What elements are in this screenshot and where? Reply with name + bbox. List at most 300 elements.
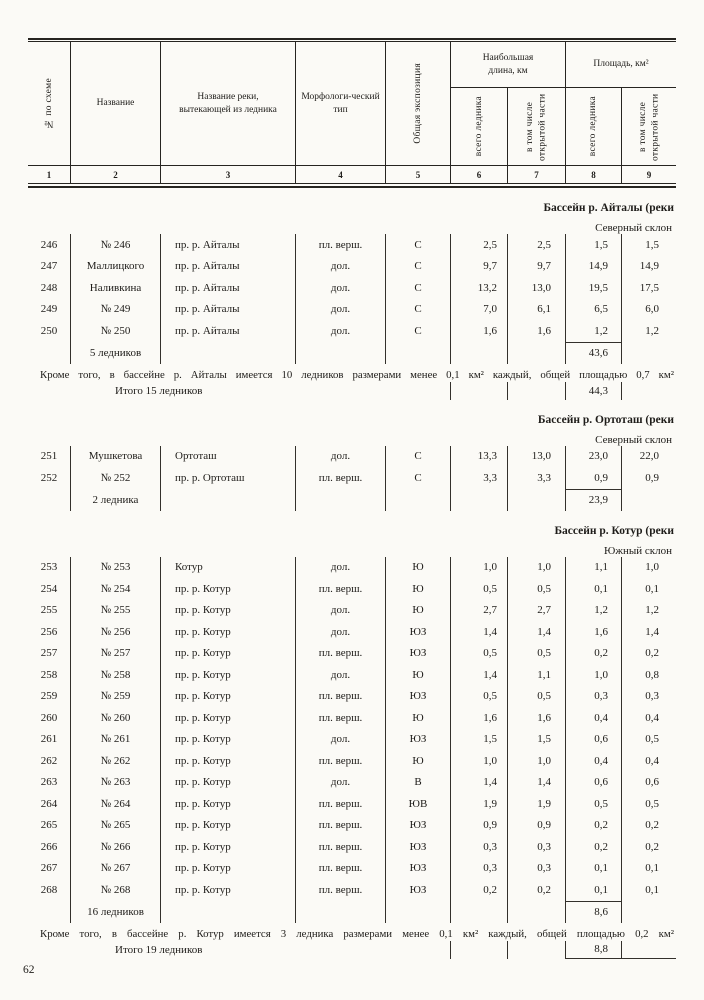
table-cell: дол. (295, 664, 385, 686)
table-cell: пр. р. Котур (160, 643, 295, 665)
table-cell: пр. р. Котур (160, 879, 295, 901)
column-numbers-row (28, 166, 676, 184)
table-row (28, 729, 676, 751)
table-cell: дол. (295, 256, 385, 278)
table-cell: 252 (40, 471, 58, 484)
table-row (28, 750, 676, 772)
table-cell: Наливкина (70, 277, 160, 299)
table-cell: 2,5 (450, 234, 507, 256)
grand-total-cell (450, 382, 507, 400)
column-number: 7 (507, 166, 565, 183)
table-row (28, 299, 676, 321)
grand-total-cell (621, 382, 676, 400)
table-cell: Ю (385, 664, 450, 686)
table-cell: 0,2 (565, 643, 621, 665)
table-cell: № 250 (70, 320, 160, 342)
table-row (28, 446, 676, 468)
column-header-length-total (450, 88, 507, 165)
table-cell: С (385, 256, 450, 278)
table-cell: 9,7 (507, 256, 565, 278)
table-cell: ЮЗ (385, 836, 450, 858)
table-row (28, 256, 676, 278)
column-number: 9 (621, 166, 676, 183)
table-cell: 1,0 (565, 664, 621, 686)
summary-cell: 23,9 (565, 489, 621, 511)
table-cell: дол. (295, 320, 385, 342)
table-cell: Маллицкого (70, 256, 160, 278)
table-cell: пр. р. Котур (160, 600, 295, 622)
table-cell: 1,4 (450, 621, 507, 643)
table-cell: Ю (385, 600, 450, 622)
table-cell: пр. р. Котур (160, 664, 295, 686)
section-note-text: Кроме того, в бассейне р. Айталы имеется 10 ледников размерами менее 0,1 км² каждый, общей площадью 0,7 км² (40, 368, 674, 381)
table-cell: 0,1 (565, 879, 621, 901)
table-row (28, 836, 676, 858)
table-cell: № 263 (70, 772, 160, 794)
table-cell: 0,4 (565, 750, 621, 772)
table-cell: 0,6 (565, 729, 621, 751)
table-cell: 1,1 (507, 664, 565, 686)
table-cell: 0,3 (450, 858, 507, 880)
table-cell: № 258 (70, 664, 160, 686)
column-number: 8 (565, 166, 621, 183)
table-cell: 0,4 (621, 707, 676, 729)
table-cell: 1,0 (450, 557, 507, 579)
table-cell: 2,5 (507, 234, 565, 256)
table-cell: 1,6 (450, 320, 507, 342)
table-cell: 1,6 (450, 707, 507, 729)
table-cell: 0,2 (621, 815, 676, 837)
table-cell: 9,7 (450, 256, 507, 278)
table-cell: ЮВ (385, 793, 450, 815)
table-cell: 258 (40, 668, 58, 681)
grand-total-cell: 44,3 (565, 382, 621, 400)
summary-cell: 43,6 (565, 342, 621, 364)
table-cell: ЮЗ (385, 858, 450, 880)
column-group-label: Наибольшая длина, км (482, 53, 534, 76)
column-header-label: в том числе открытой части (637, 92, 660, 161)
table-cell: 1,0 (507, 750, 565, 772)
column-header-label: Название реки, вытекающей из ледника (179, 92, 277, 115)
table-cell: 1,4 (507, 621, 565, 643)
table-cell: ЮЗ (385, 879, 450, 901)
table-cell: дол. (295, 600, 385, 622)
table-cell: 23,0 (565, 446, 621, 468)
table-row (28, 320, 676, 342)
table-cell: пр. р. Котур (160, 858, 295, 880)
table-cell: № 249 (70, 299, 160, 321)
table-cell: 249 (40, 303, 58, 316)
table-cell: № 262 (70, 750, 160, 772)
table-cell: 1,5 (565, 234, 621, 256)
grand-total-label: Итого 19 ледников (115, 943, 203, 956)
table-cell: 266 (40, 840, 58, 853)
table-cell: ЮЗ (385, 686, 450, 708)
table-cell: № 265 (70, 815, 160, 837)
table-body (28, 188, 676, 959)
table-cell: № 264 (70, 793, 160, 815)
table-cell: 0,2 (621, 836, 676, 858)
summary-cell (28, 342, 70, 364)
basin-section-title: Бассейн р. Айталы (реки (543, 202, 674, 214)
table-cell: 1,9 (507, 793, 565, 815)
summary-row (28, 901, 676, 923)
table-cell: № 261 (70, 729, 160, 751)
table-cell: Ортоташ (160, 446, 295, 468)
grand-total-cell (507, 941, 565, 959)
summary-cell (385, 489, 450, 511)
table-cell: пр. р. Айталы (160, 277, 295, 299)
column-header-exposure (385, 42, 450, 165)
table-cell: 0,4 (565, 707, 621, 729)
grand-total-cell (621, 941, 676, 959)
table-cell: № 268 (70, 879, 160, 901)
table-cell: ЮЗ (385, 643, 450, 665)
table-cell: 1,0 (507, 557, 565, 579)
table-cell: пр. р. Котур (160, 793, 295, 815)
table-cell: 263 (40, 776, 58, 789)
table-cell: дол. (295, 772, 385, 794)
table-cell: 2,7 (450, 600, 507, 622)
table-cell: пр. р. Котур (160, 707, 295, 729)
column-number: 5 (385, 166, 450, 183)
column-number: 2 (70, 166, 160, 183)
table-cell: 6,5 (565, 299, 621, 321)
table-row (28, 621, 676, 643)
table-cell: 1,5 (507, 729, 565, 751)
table-cell: 0,5 (450, 578, 507, 600)
summary-cell (450, 901, 507, 923)
table-cell: пл. верш. (295, 234, 385, 256)
summary-cell: 8,6 (565, 901, 621, 923)
summary-cell (295, 901, 385, 923)
grand-total-cell (507, 382, 565, 400)
summary-cell (621, 489, 676, 511)
table-cell: 257 (40, 647, 58, 660)
summary-cell (507, 901, 565, 923)
column-number: 3 (160, 166, 295, 183)
table-cell: 1,4 (507, 772, 565, 794)
table-cell: Котур (160, 557, 295, 579)
column-number: 6 (450, 166, 507, 183)
table-cell: ЮЗ (385, 815, 450, 837)
table-header-row (28, 42, 676, 166)
table-cell: дол. (295, 299, 385, 321)
table-cell: 0,5 (450, 643, 507, 665)
column-group-label: Площадь, км² (593, 59, 649, 70)
table-cell: 0,5 (621, 793, 676, 815)
table-cell: дол. (295, 729, 385, 751)
table-cell: пл. верш. (295, 879, 385, 901)
table-cell: 1,0 (450, 750, 507, 772)
table-cell: В (385, 772, 450, 794)
table-cell: 0,1 (565, 858, 621, 880)
table-cell: пл. верш. (295, 793, 385, 815)
table-cell: 1,0 (621, 557, 676, 579)
table-cell: пр. р. Котур (160, 686, 295, 708)
summary-cell (450, 489, 507, 511)
summary-cell (507, 342, 565, 364)
table-cell: 17,5 (621, 277, 676, 299)
table-cell: 0,1 (621, 879, 676, 901)
table-cell: 256 (40, 625, 58, 638)
grand-total-row (28, 382, 676, 400)
table-cell: 0,5 (450, 686, 507, 708)
table-row (28, 643, 676, 665)
table-cell: 261 (40, 733, 58, 746)
table-cell: 6,0 (621, 299, 676, 321)
table-row (28, 707, 676, 729)
table-cell: дол. (295, 446, 385, 468)
table-cell: пр. р. Котур (160, 772, 295, 794)
column-header-label: всего ледника (588, 96, 599, 157)
table-cell: 0,2 (565, 836, 621, 858)
table-cell: 267 (40, 862, 58, 875)
summary-cell: 16 ледников (70, 901, 160, 923)
table-cell: С (385, 234, 450, 256)
table-cell: 22,0 (621, 446, 676, 468)
summary-row (28, 342, 676, 364)
table-cell: № 259 (70, 686, 160, 708)
table-cell: пр. р. Котур (160, 621, 295, 643)
table-cell: 0,5 (507, 686, 565, 708)
table-cell: пр. р. Айталы (160, 256, 295, 278)
table-cell: 1,2 (565, 600, 621, 622)
table-cell: пр. р. Ортоташ (160, 467, 295, 489)
column-header-label: Морфологи-ческий тип (301, 92, 380, 115)
table-cell: № 266 (70, 836, 160, 858)
table-cell: № 267 (70, 858, 160, 880)
table-cell: 1,5 (621, 234, 676, 256)
summary-cell: 5 ледников (70, 342, 160, 364)
table-cell: 0,3 (507, 836, 565, 858)
table-cell: Ю (385, 707, 450, 729)
table-cell: 0,9 (450, 815, 507, 837)
table-cell: № 246 (70, 234, 160, 256)
table-cell: 0,6 (565, 772, 621, 794)
table-cell: 1,2 (621, 320, 676, 342)
table-cell: пл. верш. (295, 578, 385, 600)
summary-cell (28, 901, 70, 923)
table-cell: 0,9 (565, 467, 621, 489)
summary-row (28, 489, 676, 511)
table-cell: пр. р. Айталы (160, 234, 295, 256)
table-cell: дол. (295, 621, 385, 643)
table-cell: ЮЗ (385, 729, 450, 751)
column-header-length-open-part (507, 88, 565, 165)
table-row (28, 793, 676, 815)
table-cell: 0,5 (507, 578, 565, 600)
table-row (28, 467, 676, 489)
table-cell: С (385, 467, 450, 489)
column-header-area-total (565, 88, 621, 165)
table-cell: 3,3 (450, 467, 507, 489)
table-cell: № 257 (70, 643, 160, 665)
summary-cell (160, 901, 295, 923)
table-cell: 1,9 (450, 793, 507, 815)
table-cell: С (385, 446, 450, 468)
column-header-name (70, 42, 160, 165)
slope-label: Северный склон (595, 433, 672, 446)
column-header-area-open-part (621, 88, 676, 165)
table-cell: 0,5 (507, 643, 565, 665)
summary-cell (28, 489, 70, 511)
table-cell: Ю (385, 578, 450, 600)
summary-cell (295, 342, 385, 364)
table-cell: пл. верш. (295, 836, 385, 858)
table-cell: пр. р. Котур (160, 729, 295, 751)
slope-label: Северный склон (595, 222, 672, 234)
table-cell: пр. р. Котур (160, 578, 295, 600)
table-cell: 0,4 (621, 750, 676, 772)
table-row (28, 600, 676, 622)
summary-cell (295, 489, 385, 511)
column-header-label: Название (96, 98, 135, 109)
table-row (28, 578, 676, 600)
summary-cell (385, 901, 450, 923)
section-note-text: Кроме того, в бассейне р. Котур имеется 3 ледника размерами менее 0,1 км² каждый, общей площадью 0,2 км² (40, 927, 674, 940)
column-header-morph-type (295, 42, 385, 165)
column-number: 4 (295, 166, 385, 183)
table-cell: 250 (40, 324, 58, 337)
table-cell: 246 (40, 238, 58, 251)
table-cell: 0,5 (565, 793, 621, 815)
table-cell: Ю (385, 557, 450, 579)
table-cell: пр. р. Котур (160, 836, 295, 858)
grand-total-row (28, 941, 676, 959)
table-cell: 0,3 (565, 686, 621, 708)
table-cell: 0,2 (507, 879, 565, 901)
table-cell: 0,1 (565, 578, 621, 600)
table-cell: пл. верш. (295, 858, 385, 880)
summary-cell (621, 342, 676, 364)
table-cell: 13,0 (507, 277, 565, 299)
section-note (28, 923, 676, 941)
table-cell: № 255 (70, 600, 160, 622)
table-cell: С (385, 277, 450, 299)
table-cell: 0,2 (450, 879, 507, 901)
table-cell: 13,0 (507, 446, 565, 468)
table-cell: № 254 (70, 578, 160, 600)
column-group-max-length (450, 42, 565, 165)
summary-cell (160, 342, 295, 364)
table-cell: 0,3 (450, 836, 507, 858)
grand-total-cell (450, 941, 507, 959)
table-row (28, 557, 676, 579)
table-cell: 253 (40, 561, 58, 574)
table-cell: 3,3 (507, 467, 565, 489)
slope-header (28, 214, 676, 234)
summary-cell (507, 489, 565, 511)
table-cell: 0,9 (507, 815, 565, 837)
table-row (28, 277, 676, 299)
column-group-subcolumns (565, 88, 676, 165)
table-row (28, 664, 676, 686)
table-cell: 7,0 (450, 299, 507, 321)
table-cell: 1,4 (450, 664, 507, 686)
table-cell: 260 (40, 711, 58, 724)
table-cell: 0,3 (507, 858, 565, 880)
table-cell: 248 (40, 281, 58, 294)
column-group-area (565, 42, 676, 165)
basin-section-header (28, 511, 676, 537)
column-header-label: № по схеме (43, 78, 54, 129)
basin-section-title: Бассейн р. Котур (реки (554, 524, 674, 537)
table-cell: дол. (295, 557, 385, 579)
column-group-subcolumns (450, 88, 565, 165)
table-cell: пр. р. Котур (160, 750, 295, 772)
grand-total-cell: 8,8 (565, 941, 621, 959)
table-cell: 1,4 (450, 772, 507, 794)
table-cell: 2,7 (507, 600, 565, 622)
table-cell: 0,5 (621, 729, 676, 751)
table-cell: пл. верш. (295, 643, 385, 665)
table-row (28, 686, 676, 708)
table-cell: 0,2 (565, 815, 621, 837)
table-cell: 0,2 (621, 643, 676, 665)
table-cell: 19,5 (565, 277, 621, 299)
table-cell: 1,6 (507, 320, 565, 342)
table-cell: 0,6 (621, 772, 676, 794)
table-cell: пр. р. Котур (160, 815, 295, 837)
column-group-title (450, 42, 565, 88)
slope-label: Южный склон (603, 544, 672, 557)
table-cell: 265 (40, 819, 58, 832)
table-cell: 1,1 (565, 557, 621, 579)
table-row (28, 772, 676, 794)
table-cell: пр. р. Айталы (160, 299, 295, 321)
table-cell: 262 (40, 754, 58, 767)
basin-section-header (28, 188, 676, 214)
table-cell: 1,4 (621, 621, 676, 643)
slope-header (28, 537, 676, 557)
table-cell: 0,1 (621, 578, 676, 600)
table-cell: 0,1 (621, 858, 676, 880)
table-cell: пл. верш. (295, 750, 385, 772)
table-cell: Мушкетова (70, 446, 160, 468)
summary-cell (621, 901, 676, 923)
table-cell: № 252 (70, 467, 160, 489)
table-cell: пл. верш. (295, 686, 385, 708)
table-cell: 1,2 (565, 320, 621, 342)
column-group-title (565, 42, 676, 88)
table-cell: С (385, 299, 450, 321)
table-cell: 0,3 (621, 686, 676, 708)
column-header-label: в том числе открытой части (525, 92, 548, 161)
section-note (28, 364, 676, 382)
table-cell: 14,9 (565, 256, 621, 278)
table-cell: 1,6 (507, 707, 565, 729)
table-cell: 251 (40, 450, 58, 463)
summary-cell (450, 342, 507, 364)
column-header-label: всего ледника (473, 96, 484, 157)
table-cell: С (385, 320, 450, 342)
table-cell: пл. верш. (295, 467, 385, 489)
table-cell: пл. верш. (295, 815, 385, 837)
table-cell: 0,9 (621, 467, 676, 489)
table-cell: 255 (40, 604, 58, 617)
table-cell: 259 (40, 690, 58, 703)
column-number: 1 (46, 169, 52, 180)
glacier-table (28, 38, 676, 959)
column-header-river (160, 42, 295, 165)
table-row (28, 815, 676, 837)
table-row (28, 879, 676, 901)
table-cell: 13,2 (450, 277, 507, 299)
slope-header (28, 426, 676, 446)
table-cell: № 260 (70, 707, 160, 729)
table-cell: пл. верш. (295, 707, 385, 729)
